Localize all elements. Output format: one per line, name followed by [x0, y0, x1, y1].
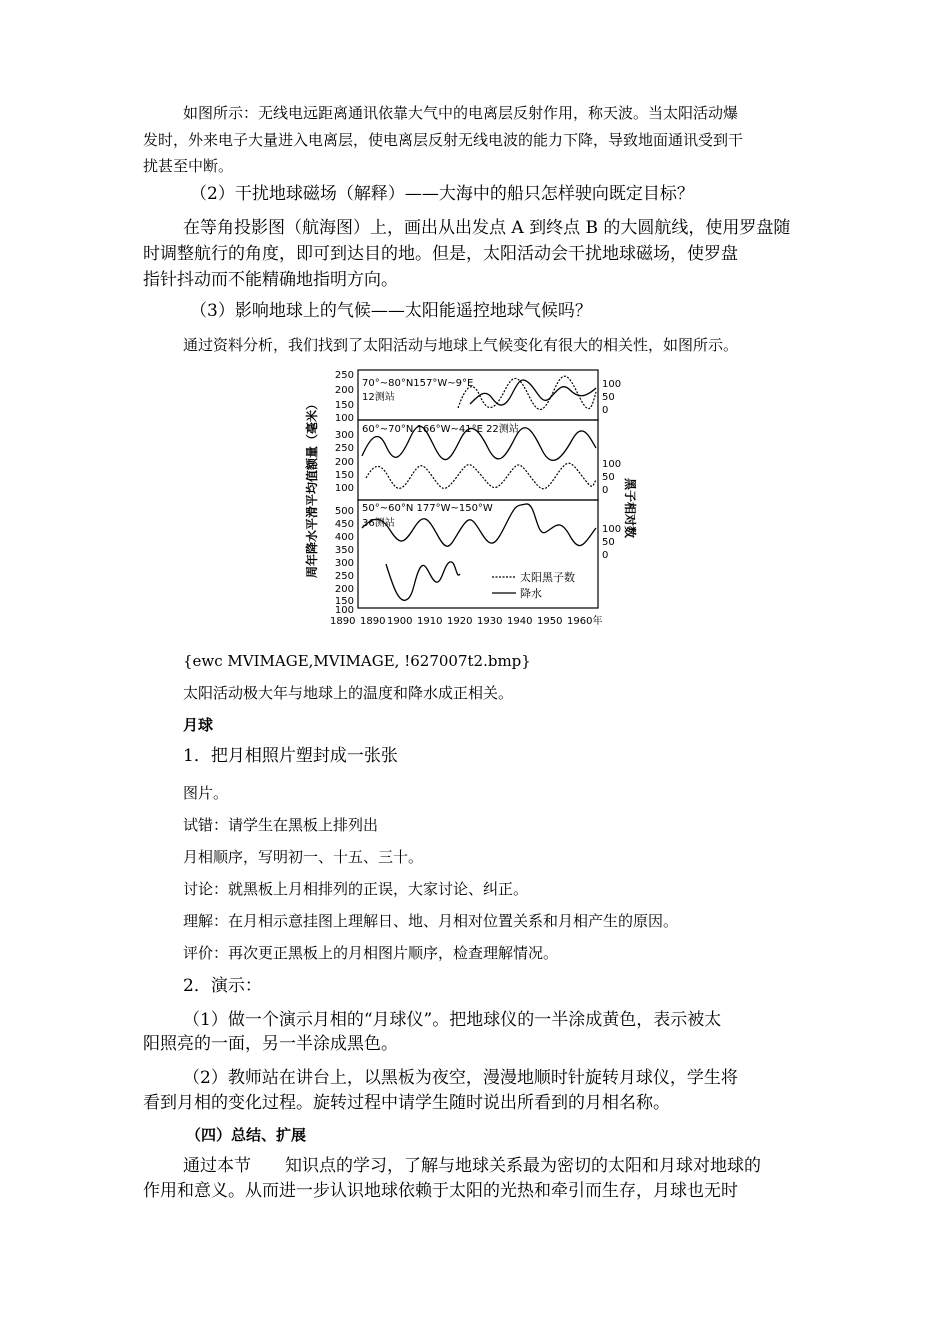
tick-label: 0: [602, 485, 609, 496]
paragraph-line: 通过本节 知识点的学习，了解与地球关系最为密切的太阳和月球对地球的: [183, 1156, 761, 1176]
tick-label: 50: [602, 392, 615, 403]
tick-label: 500: [334, 506, 354, 517]
tick-label: 250: [334, 443, 354, 454]
tick-label: 400: [334, 532, 354, 543]
rain-curve-lower: [386, 562, 460, 600]
y-axis-label-left: 周年降水平滑平均值额量（毫米）: [305, 397, 319, 579]
panel-label: 60°~70°N 166°W~41°E 22测站: [362, 424, 519, 435]
x-tick-label: 1910: [417, 616, 443, 627]
tick-label: 150: [334, 470, 354, 481]
tick-label: 300: [334, 558, 354, 569]
panel-label: 70°~80°N157°W~9°E: [362, 378, 474, 389]
paragraph-line: 讨论：就黑板上月相排列的正误，大家讨论、纠正。: [183, 880, 529, 898]
x-tick-label: 1900: [387, 616, 413, 627]
paragraph-line: 评价：再次更正黑板上的月相图片顺序，检查理解情况。: [183, 944, 559, 962]
paragraph-line: 图片。: [183, 784, 229, 802]
tick-label: 450: [334, 519, 354, 530]
section-heading: （3）影响地球上的气候——太阳能遥控地球气候吗？: [190, 301, 592, 321]
legend-sunspot: 太阳黑子数: [520, 571, 575, 584]
paragraph-line: 太阳活动极大年与地球上的温度和降水成正相关。: [183, 684, 514, 702]
tick-label: 100: [334, 605, 354, 616]
panel-frame: [358, 500, 598, 608]
tick-label: 100: [334, 413, 354, 424]
paragraph-line: 理解：在月相示意挂图上理解日、地、月相对位置关系和月相产生的原因。: [183, 912, 679, 930]
x-tick-label: 1950: [537, 616, 563, 627]
tick-label: 100: [602, 524, 622, 535]
tick-label: 100: [602, 379, 622, 390]
paragraph-line: 通过资料分析，我们找到了太阳活动与地球上气候变化有很大的相关性，如图所示。: [183, 336, 739, 354]
tick-label: 50: [602, 537, 615, 548]
x-tick-label: 1890: [330, 616, 356, 627]
panel-label: 36测站: [362, 518, 395, 529]
x-tick-label: 1890: [360, 616, 386, 627]
legend-rain: 降水: [520, 587, 542, 600]
tick-label: 200: [334, 457, 354, 468]
figure-caption: {ewc MVIMAGE,MVIMAGE, !627007t2.bmp}: [183, 652, 531, 670]
tick-label: 100: [602, 459, 622, 470]
section-title-summary: （四）总结、扩展: [186, 1126, 307, 1144]
paragraph-line: 月相顺序，写明初一、十五、三十。: [183, 848, 424, 866]
paragraph-line: 扰甚至中断。: [143, 157, 234, 175]
y-axis-label-right: 黑子相对数: [623, 477, 637, 539]
tick-label: 200: [334, 584, 354, 595]
tick-label: 300: [334, 430, 354, 441]
list-item: 2．演示：: [183, 976, 262, 996]
paragraph-line: 看到月相的变化过程。旋转过程中请学生随时说出所看到的月相名称。: [143, 1093, 670, 1113]
tick-label: 150: [334, 596, 354, 607]
tick-label: 250: [334, 370, 354, 381]
tick-label: 250: [334, 571, 354, 582]
list-item: 1．把月相照片塑封成一张张: [183, 746, 398, 766]
sunspot-curve: [366, 463, 596, 489]
paragraph-line: 作用和意义。从而进一步认识地球依赖于太阳的光热和牵引而生存，月球也无时: [143, 1181, 738, 1201]
paragraph-line: （2）教师站在讲台上，以黑板为夜空，漫漫地顺时针旋转月球仪，学生将: [183, 1068, 738, 1088]
paragraph-line: 时调整航行的角度，即可到达目的地。但是，太阳活动会干扰地球磁场，使罗盘: [143, 244, 738, 264]
section-title-moon: 月球: [183, 716, 214, 734]
tick-label: 100: [334, 483, 354, 494]
tick-label: 350: [334, 545, 354, 556]
paragraph-line: 指针抖动而不能精确地指明方向。: [143, 270, 398, 290]
paragraph-line: 阳照亮的一面，另一半涂成黑色。: [143, 1034, 398, 1054]
paragraph-line: 试错：请学生在黑板上排列出: [183, 816, 379, 834]
tick-label: 0: [602, 550, 609, 561]
figure-svg: [300, 368, 635, 630]
paragraph-line: （1）做一个演示月相的“月球仪”。把地球仪的一半涂成黄色，表示被太: [183, 1010, 722, 1030]
x-tick-label: 1960年: [567, 616, 603, 627]
tick-label: 0: [602, 405, 609, 416]
panel-label: 12测站: [362, 392, 395, 403]
section-heading: （2）干扰地球磁场（解释）——大海中的船只怎样驶向既定目标？: [190, 184, 694, 204]
tick-label: 50: [602, 472, 615, 483]
paragraph-line: 在等角投影图（航海图）上，画出从出发点 A 到终点 B 的大圆航线，使用罗盘随: [183, 218, 791, 238]
paragraph-line: 如图所示：无线电远距离通讯依靠大气中的电离层反射作用，称天波。当太阳活动爆: [183, 104, 739, 122]
x-tick-label: 1930: [477, 616, 503, 627]
x-tick-label: 1920: [447, 616, 473, 627]
x-tick-label: 1940: [507, 616, 533, 627]
paragraph-line: 发时，外来电子大量进入电离层，使电离层反射无线电波的能力下降，导致地面通讯受到干: [143, 131, 744, 149]
tick-label: 200: [334, 385, 354, 396]
panel-label: 50°~60°N 177°W~150°W: [362, 503, 493, 514]
climate-figure: [300, 368, 635, 630]
tick-label: 150: [334, 400, 354, 411]
